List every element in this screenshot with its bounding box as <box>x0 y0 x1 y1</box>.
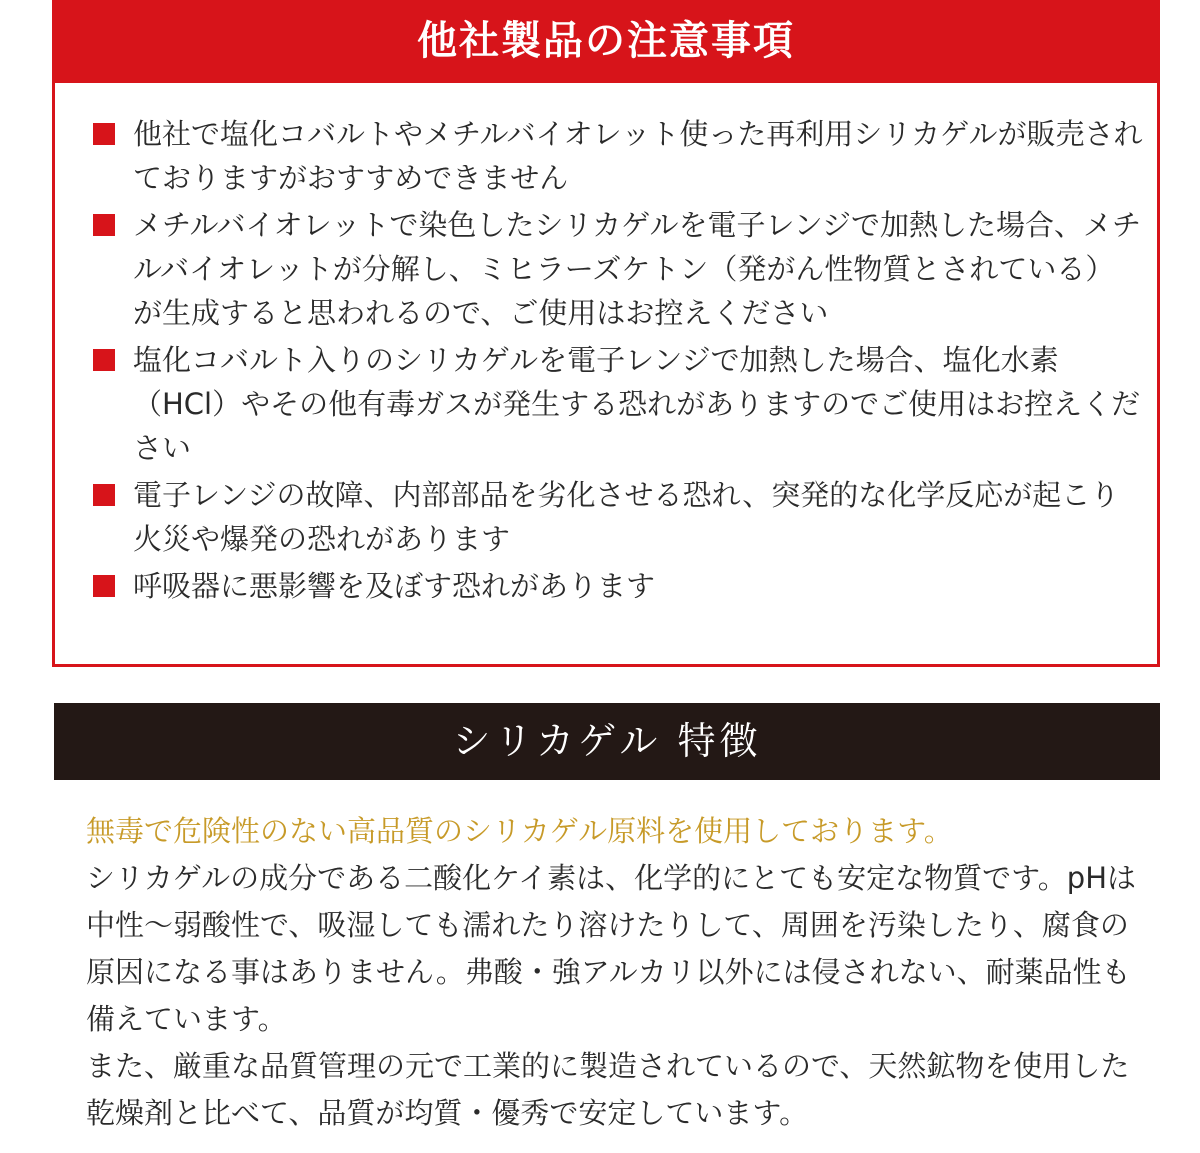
features-lead: 無毒で危険性のない高品質のシリカゲル原料を使用しております。 <box>86 814 953 848</box>
warning-list <box>93 112 1143 611</box>
warning-title: 他社製品の注意事項 <box>55 0 1157 83</box>
features-title: シリカゲル 特徴 <box>54 703 1160 780</box>
warning-item-text: 塩化コバルト入りのシリカゲルを電子レンジで加熱した場合、塩化水素（HCl）やその他有毒ガスが発生する恐れがありますのでご使用はお控えください <box>133 343 1141 465</box>
square-bullet-icon <box>93 123 115 145</box>
warning-item <box>93 203 1143 335</box>
warning-item <box>93 338 1143 470</box>
square-bullet-icon <box>93 484 115 506</box>
square-bullet-icon <box>93 214 115 236</box>
features-paragraph: また、厳重な品質管理の元で工業的に製造されているので、天然鉱物を使用した乾燥剤と比べて、品質が均質・優秀で安定しています。 <box>86 1049 1130 1130</box>
warning-item <box>93 112 1143 200</box>
square-bullet-icon <box>93 349 115 371</box>
warning-item-text: 呼吸器に悪影響を及ぼす恐れがあります <box>133 569 656 603</box>
warning-item-text: メチルバイオレットで染色したシリカゲルを電子レンジで加熱した場合、メチルバイオレットが分解し、ミヒラーズケトン（発がん性物質とされている）が生成すると思われるので、ご使用はお控えください <box>133 208 1142 330</box>
warning-item <box>93 564 1143 608</box>
warning-item-text: 電子レンジの故障、内部部品を劣化させる恐れ、突発的な化学反応が起こり火災や爆発の恐れがあります <box>133 478 1120 556</box>
warning-item-text: 他社で塩化コバルトやメチルバイオレット使った再利用シリカゲルが販売されておりますがおすすめできません <box>133 117 1143 195</box>
warning-panel <box>52 0 1160 667</box>
warning-item <box>93 473 1143 561</box>
features-body <box>86 855 1156 1137</box>
features-paragraph: シリカゲルの成分である二酸化ケイ素は、化学的にとても安定な物質です。pHは中性～弱酸性で、吸湿しても濡れたり溶けたりして、周囲を汚染したり、腐食の原因になる事はありません。弗酸・強アルカリ以外には侵されない、耐薬品性も備えています。 <box>86 861 1136 1036</box>
square-bullet-icon <box>93 575 115 597</box>
